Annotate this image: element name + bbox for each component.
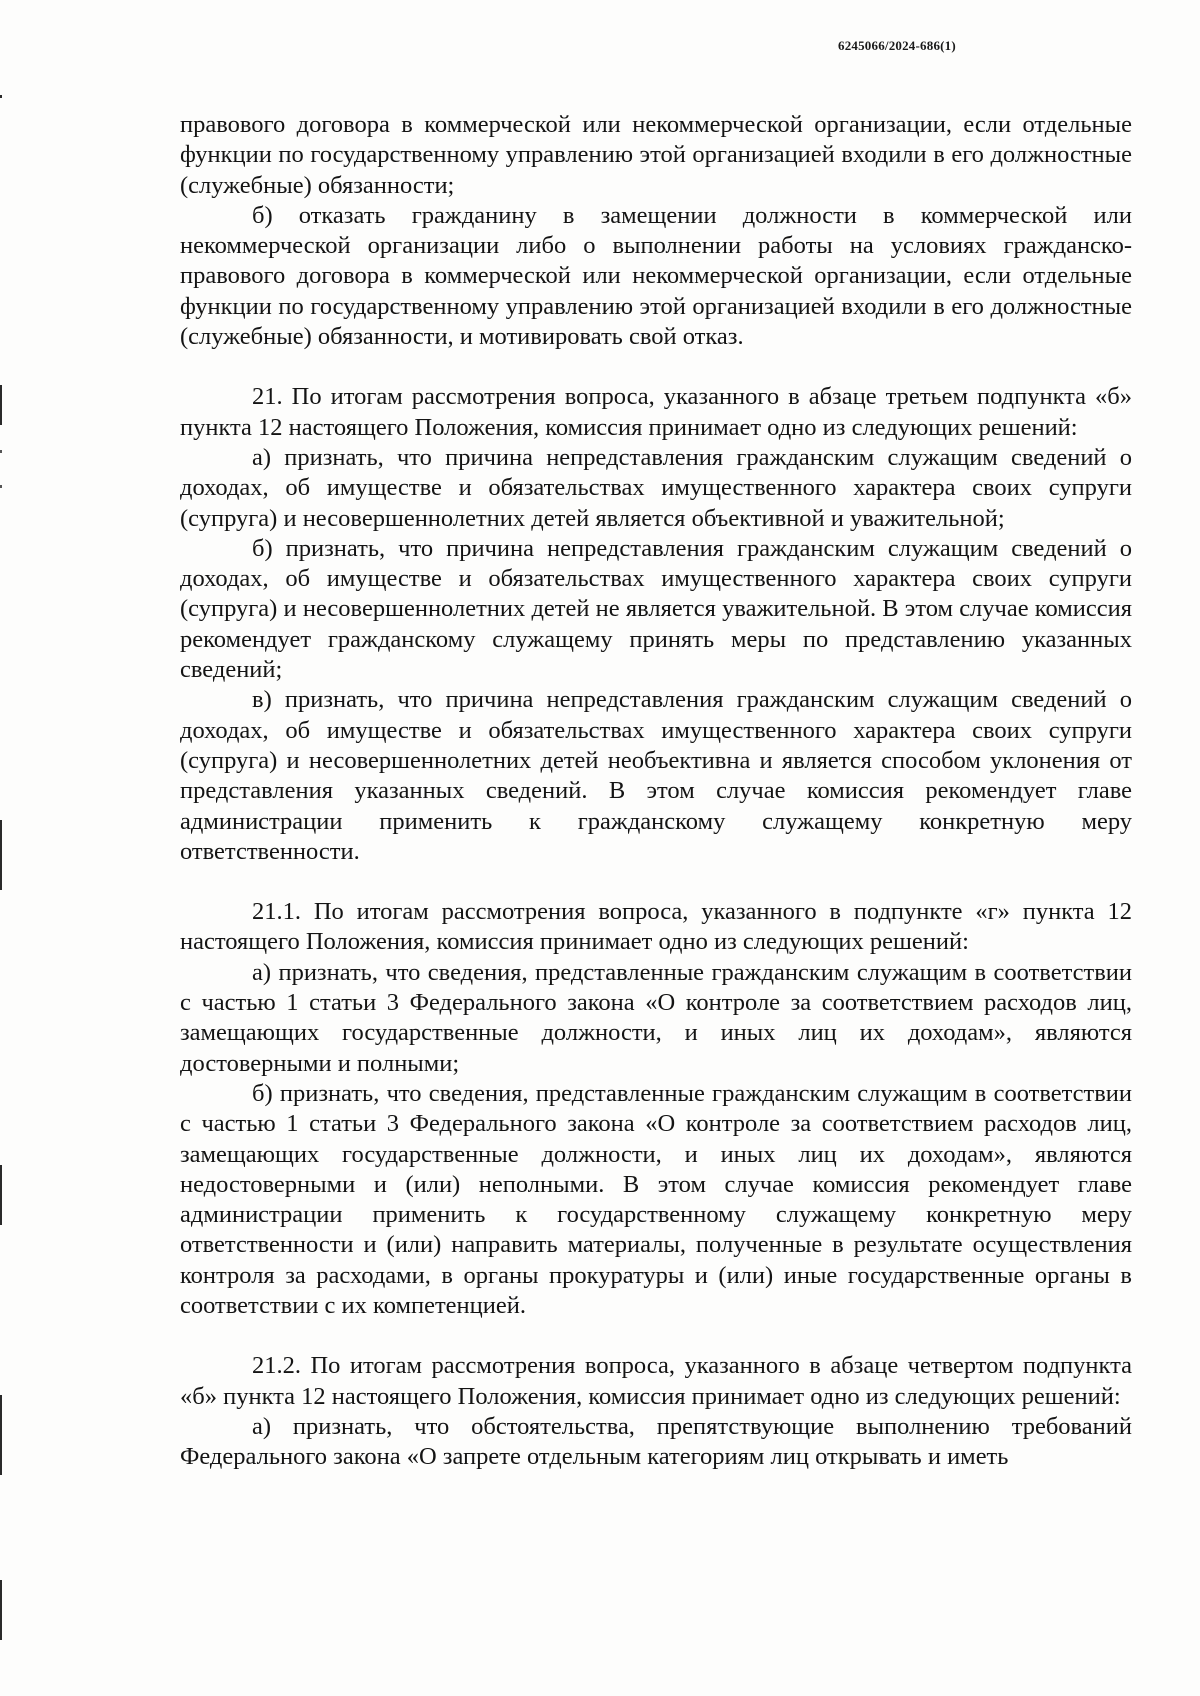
scan-artifact bbox=[0, 450, 2, 453]
scan-artifact bbox=[0, 820, 2, 890]
scan-artifact bbox=[0, 1580, 2, 1640]
scan-artifact bbox=[0, 95, 2, 98]
section-paragraph-21-2: 21.2. По итогам рассмотрения вопроса, указанного в абзаце четвертом подпункта «б» пункта 12 настоящего Положения, комиссия принимает одно из следующих решений: bbox=[180, 1352, 1132, 1410]
paragraph: б) признать, что причина непредставления гражданским служащим сведений о доходах, об имуществе и обязательствах имущественного характера своих супруги (супруга) и несовершеннолетних детей не является уважительной. В этом случае комиссия рекомендует гражданскому служащему принять меры по представлению указанных сведений; bbox=[180, 534, 1132, 684]
scan-artifact bbox=[0, 1395, 2, 1475]
document-body bbox=[180, 110, 1132, 1472]
paragraph: а) признать, что сведения, представленные гражданским служащим в соответствии с частью 1 статьи 3 Федерального закона «О контроле за соответствием расходов лиц, замещающих государственные должности, и иных лиц их доходам», являются достоверными и полными; bbox=[180, 958, 1132, 1077]
paragraph: в) признать, что причина непредставления гражданским служащим сведений о доходах, об имуществе и обязательствах имущественного характера своих супруги (супруга) и несовершеннолетних детей необъективна и является способом уклонения от представления указанных сведений. В этом случае комиссия рекомендует главе администрации применить к гражданскому служащему конкретную меру ответственности. bbox=[180, 686, 1132, 865]
paragraph: правового договора в коммерческой или некоммерческой организации, если отдельные функции по государственному управлению этой организацией входили в его должностные (служебные) обязанности; bbox=[180, 111, 1132, 199]
scan-artifact bbox=[0, 1165, 2, 1225]
paragraph: а) признать, что обстоятельства, препятствующие выполнению требований Федерального закона «О запрете отдельным категориям лиц открывать и иметь bbox=[180, 1412, 1132, 1471]
paragraph: б) отказать гражданину в замещении должности в коммерческой или некоммерческой организации либо о выполнении работы на условиях гражданско-правового договора в коммерческой или некоммерческой организации, если отдельные функции по государственному управлению этой организацией входили в его должностные (служебные) обязанности, и мотивировать свой отказ. bbox=[180, 201, 1132, 351]
document-number: 6245066/2024-686(1) bbox=[838, 38, 956, 53]
section-paragraph-21: 21. По итогам рассмотрения вопроса, указанного в абзаце третьем подпункта «б» пункта 12 настоящего Положения, комиссия принимает одно из следующих решений: bbox=[180, 383, 1132, 441]
scan-artifact bbox=[0, 385, 2, 425]
paragraph: а) признать, что причина непредставления гражданским служащим сведений о доходах, об имуществе и обязательствах имущественного характера своих супруги (супруга) и несовершеннолетних детей является объективной и уважительной; bbox=[180, 443, 1132, 532]
paragraph: б) признать, что сведения, представленные гражданским служащим в соответствии с частью 1 статьи 3 Федерального закона «О контроле за соответствием расходов лиц, замещающих государственные должности, и иных лиц их доходам», являются недостоверными и (или) неполными. В этом случае комиссия рекомендует главе администрации применить к государственному служащему конкретную меру ответственности и (или) направить материалы, полученные в результате осуществления контроля за расходами, в органы прокуратуры и (или) иные государственные органы в соответствии с их компетенцией. bbox=[180, 1079, 1132, 1319]
scan-artifact bbox=[0, 485, 2, 488]
section-paragraph-21-1: 21.1. По итогам рассмотрения вопроса, указанного в подпункте «г» пункта 12 настоящего Положения, комиссия принимает одно из следующих решений: bbox=[180, 898, 1132, 956]
